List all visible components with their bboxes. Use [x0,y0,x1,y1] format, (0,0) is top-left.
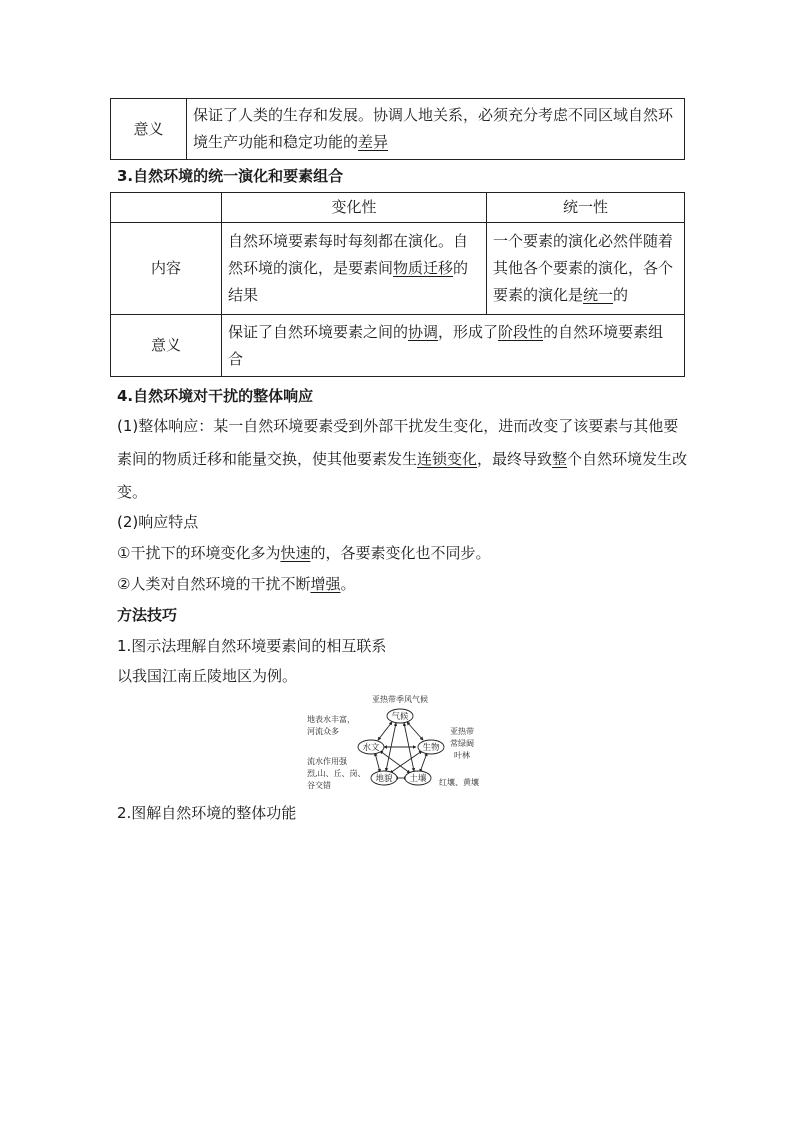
table1-row-header: 意义 [111,99,187,160]
table2-row-header-significance: 意义 [111,315,222,377]
section3-title: 3.自然环境的统一演化和要素组合 [117,167,344,185]
underlined-answer: 快速 [280,544,311,562]
table2-col-header-unity: 统一性 [487,193,685,223]
section4-paragraph-3: ①干扰下的环境变化多为快速的，各要素变化也不同步。 [117,544,491,562]
significance-table [110,98,685,160]
label-landform-2: 烈,山、丘、岗、 [307,769,366,778]
underlined-answer: 统一 [583,286,614,304]
label-bio-2: 常绿阔 [450,739,474,748]
label-water-2: 河流众多 [307,727,339,736]
table2-significance-cell: 保证了自然环境要素之间的协调，形成了阶段性的自然环境要素组合 [222,315,685,377]
methods-item-1: 1.图示法理解自然环境要素间的相互联系 [117,637,387,655]
underlined-answer: 协调 [408,322,439,341]
node-landform: 地貌 [375,774,393,784]
underlined-answer: 差异 [358,133,389,151]
label-water-1: 地表水丰富， [307,715,355,724]
methods-item-2: 2.图解自然环境的整体功能 [117,804,297,822]
section4-paragraph-2: (2)响应特点 [117,513,199,531]
underlined-answer: 物质迁移 [393,259,454,277]
evolution-table [110,192,685,377]
table2-col-header-change: 变化性 [222,193,487,223]
label-bio-3: 叶林 [454,751,470,760]
node-water: 水文 [362,743,380,753]
label-soil: 红壤、黄壤 [439,778,479,787]
label-landform-1: 流水作用强 [307,757,347,766]
underlined-answer: 整 [552,450,568,468]
label-bio-1: 亚热带 [450,727,474,736]
methods-example: 以我国江南丘陵地区为例。 [117,667,298,685]
node-climate: 气候 [391,712,409,722]
node-bio: 生物 [422,743,440,753]
table2-content-change: 自然环境要素每时每刻都在演化。自然环境的演化，是要素间物质迁移的结果 [222,223,487,315]
node-soil: 土壤 [409,774,427,784]
section4-title: 4.自然环境对干扰的整体响应 [117,387,314,405]
table1-cell: 保证了人类的生存和发展。协调人地关系，必须充分考虑不同区域自然环境生产功能和稳定功能的差异 [187,99,685,160]
table2-content-unity: 一个要素的演化必然伴随着其他各个要素的演化，各个要素的演化是统一的 [487,223,685,315]
section4-paragraph-4: ②人类对自然环境的干扰不断增强。 [117,575,356,593]
table2-corner-cell [111,193,222,223]
table2-row-header-content: 内容 [111,223,222,315]
methods-title: 方法技巧 [117,606,178,624]
section4-paragraph-1: (1)整体响应：某一自然环境要素受到外部干扰发生变化，进而改变了该要素与其他要素间的物质迁移和能量交换，使其他要素发生连锁变化，最终导致整个自然环境发生改变。 [117,417,688,501]
label-climate: 亚热带季风气候 [372,695,428,704]
label-landform-3: 谷交错 [307,781,331,790]
underlined-answer: 增强 [310,575,341,593]
environment-elements-diagram [300,693,495,795]
underlined-answer: 连锁变化 [417,450,478,468]
underlined-answer: 阶段性 [498,322,544,341]
